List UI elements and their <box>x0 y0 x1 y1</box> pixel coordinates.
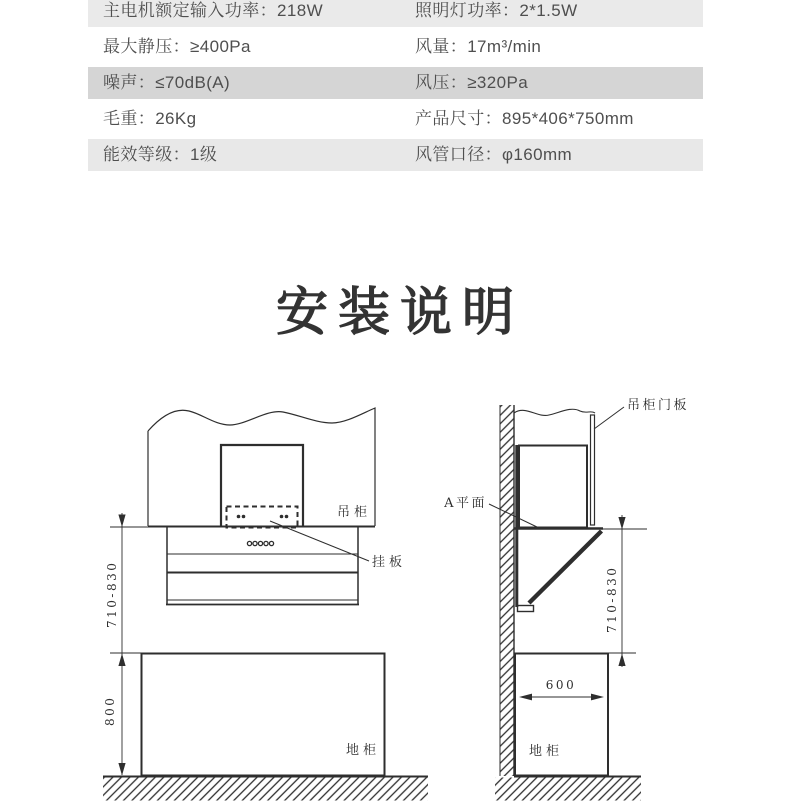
spec-cell: 最大静压：≥400Pa <box>103 37 251 56</box>
spec-cell: 风量：17m³/min <box>415 37 542 56</box>
side-cabinet-wavy-top <box>514 409 595 415</box>
chimney-outline <box>221 445 303 526</box>
depth-dimension <box>519 678 604 700</box>
spec-cell: 照明灯功率：2*1.5W <box>415 1 578 20</box>
spec-row-weight <box>88 103 703 135</box>
spec-table <box>88 0 703 175</box>
a-plane-label: A平面 <box>444 496 487 511</box>
screw-hole <box>237 515 241 519</box>
ground-hatch <box>103 778 428 801</box>
side-depth-dim: 600 <box>545 678 577 692</box>
wall-hatch <box>500 405 514 776</box>
front-dimensions <box>103 513 166 776</box>
page-title: 安装说明 <box>275 284 524 342</box>
spec-row-power <box>88 0 703 27</box>
spec-row-noise <box>88 67 703 99</box>
door-panel-label: 吊柜门板 <box>627 398 690 413</box>
front-view <box>103 408 428 801</box>
spec-cell: 噪声：≤70dB(A) <box>103 73 231 92</box>
spec-row-pressure <box>88 31 703 63</box>
hood-foot <box>518 606 534 612</box>
side-height-range-dim: 710-830 <box>605 565 619 633</box>
hood-control-buttons <box>247 541 273 545</box>
front-height-range-dim: 710-830 <box>105 560 119 628</box>
hood-slant-panel <box>529 531 602 603</box>
front-base-label: 地柜 <box>345 743 381 758</box>
screw-hole <box>285 515 289 519</box>
spec-cell: 能效等级：1级 <box>103 145 218 164</box>
door-leader-line <box>594 407 624 429</box>
side-base-label: 地柜 <box>528 744 564 759</box>
cabinet-door-panel <box>591 415 595 525</box>
hanging-cabinet-side <box>519 446 587 528</box>
hood-front-outline <box>166 528 359 605</box>
ground-hatch-side <box>495 778 641 801</box>
spec-cell: 产品尺寸：895*406*750mm <box>415 109 634 128</box>
spec-cell: 风管口径：φ160mm <box>415 145 573 164</box>
installation-diagram <box>85 385 705 802</box>
spec-cell: 风压：≥320Pa <box>415 73 529 92</box>
screw-hole <box>242 515 246 519</box>
spec-row-energy <box>88 139 703 171</box>
plate-label: 挂板 <box>372 555 407 570</box>
spec-cell: 主电机额定输入功率：218W <box>103 1 324 20</box>
screw-hole <box>280 515 284 519</box>
side-view <box>443 397 689 801</box>
spec-cell: 毛重：26Kg <box>103 109 197 128</box>
front-cabinet-label: 吊柜 <box>336 505 372 520</box>
front-base-height-dim: 800 <box>103 695 117 726</box>
